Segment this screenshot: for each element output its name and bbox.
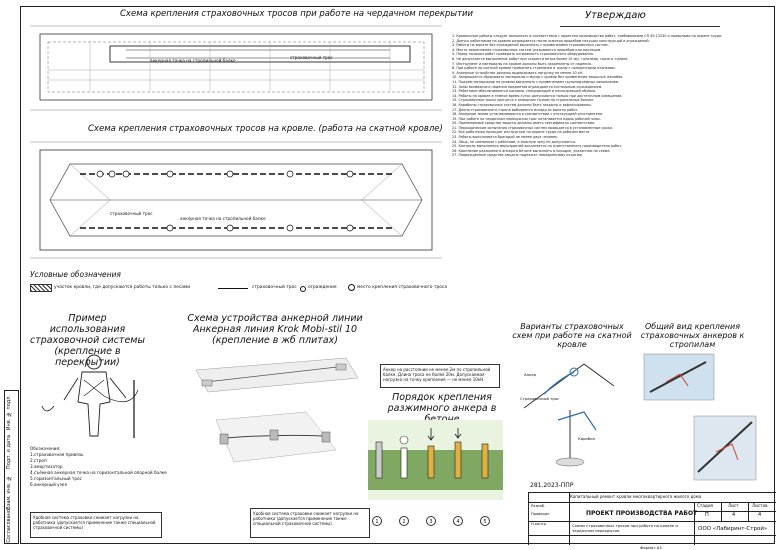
fence-symbol-icon: [300, 286, 306, 292]
stamp-stage-value: П: [705, 512, 709, 518]
note-line: 16. Карабины страховочных систем должны быть закрыты и зафиксированы.: [452, 102, 592, 107]
step-number: 4: [453, 516, 463, 526]
note-line: 20. Применяемые средства защиты должны иметь сертификаты соответствия.: [452, 121, 596, 126]
example-legend-line: 3.амортизатор: [30, 464, 63, 469]
roof-label-rope: страховочный трос: [110, 211, 153, 216]
note-line: 15. Страховочные тросы крепятся к анкерным точкам на стропильных балках.: [452, 98, 595, 103]
side-stamp-column: [4, 390, 19, 544]
example-legend-line: 5.горизонтальный трос: [30, 476, 82, 481]
note-line: 9. Анкерные устройства должны выдерживать нагрузку не менее 10 кН.: [452, 70, 584, 75]
step-number: 2: [399, 516, 409, 526]
example-title: Пример использования страховочной системы (крепление в перекрытии): [30, 313, 145, 368]
note-line: 2. Допуск работников на кровлю разрешается после осмотра прорабом несущих конструкций и ограждений.: [452, 38, 650, 43]
example-legend: [30, 446, 167, 488]
stamp-company: ООО «Лабиринт-Строй»: [698, 526, 768, 532]
stamp-sheets-label: Листов: [752, 503, 768, 508]
stamp-sheets-value: 4: [758, 512, 762, 518]
stamp-role: Проверил: [531, 512, 550, 516]
general-view-title: Общий вид крепления страховочных анкеров к стропилам: [640, 322, 745, 349]
stamp-document: ПРОЕКТ ПРОИЗВОДСТВА РАБОТ: [586, 510, 698, 517]
stamp-role: Н.контр.: [531, 522, 548, 526]
note-line: 17. Длина страховочного стропа выбирается исходя из высоты работ.: [452, 107, 579, 112]
note-line: 5. Перед началом работ проверить исправность страховочного оборудования.: [452, 52, 594, 57]
legend-item: ограждение: [308, 285, 337, 290]
example-legend-line: 2.строп: [30, 458, 47, 463]
note-line: 10. Запрещается сбрасывать материалы и мусор с кровли без применения закрытых желобов.: [452, 75, 624, 80]
note-line: 18. Анкерные линии устанавливаются в соответствии с инструкцией изготовителя.: [452, 112, 604, 117]
step-number: 5: [480, 516, 490, 526]
general-notes: [452, 34, 770, 158]
stamp-format: Формат А3: [640, 545, 662, 550]
note-line: 21. Периодические испытания страховочных систем проводятся в установленные сроки.: [452, 125, 613, 130]
side-label: Взам. инв. №: [6, 475, 12, 510]
note-line: 12. Зоны возможного падения предметов ограждаются сигнальным ограждением.: [452, 84, 603, 89]
example-legend-line: Обозначения:: [30, 446, 61, 451]
variant-label: Страховочный трос: [520, 396, 560, 401]
example-legend-line: 1.страховочная привязь: [30, 452, 84, 457]
roof-label-anchor: анкерная точка на стропильной балке: [180, 216, 266, 221]
attic-plan-drawing: [30, 20, 445, 118]
note-line: 13. Работники обеспечиваются касками, спецодеждой и нескользящей обувью.: [452, 89, 597, 94]
attic-scheme-title: Схема крепления страховочных тросов при работе на чердачном перекрытии: [120, 9, 474, 19]
example-legend-line: 6.анкерный узел: [30, 482, 68, 487]
stamp-drawing-name: Схемы страховочных тросов при работе на кровле и чердачном перекрытии: [572, 523, 678, 533]
install-note: Анкер на расстоянии не менее 2м по стропильной балке. Длина троса не более 20м. Допускаемая нагрузка на точку крепления — не менее 10кН.: [380, 364, 500, 388]
general-view-drawing: [636, 352, 760, 487]
note-line: 8. При работе на скатной кровле применять стремянки и трапы с поперечными планками.: [452, 66, 616, 71]
variants-title: Варианты страховочных схем при работе на скатной кровле: [512, 322, 632, 349]
anchor-note: Удобная система страховки снижает нагрузки на работника (допускается применение также специальной страховочной системы): [250, 508, 370, 538]
note-line: 1. Кровельные работы следует выполнять в соответствии с проектом производства работ, требованиями СП 49.13330 и правилами по охране труда.: [452, 34, 723, 38]
harness-worker-figure: [34, 350, 154, 442]
legend-item: участок кровли, где допускаются работы только с лесами: [54, 285, 191, 290]
legend-title: Условные обозначения: [30, 270, 121, 279]
note-line: 4. Места закрепления страховочных систем указываются прорабом или мастером.: [452, 47, 602, 52]
title-block: [528, 492, 776, 545]
stamp-sheet-value: 4: [732, 512, 736, 518]
legend-item: место крепления страховочного троса: [357, 285, 448, 290]
stamp-code-top: 281.2023-ППР: [530, 482, 574, 489]
note-line: 6. Не допускается выполнение работ при скорости ветра более 15 м/с, гололёде, грозе и тумане.: [452, 56, 629, 61]
step-number: 3: [426, 516, 436, 526]
anchor-install-steps: [368, 420, 503, 500]
side-label: Согласовано: [6, 509, 12, 543]
variant-label: Анкер: [524, 372, 537, 377]
attic-label-anchor: анкерная точка на стропильной балке: [150, 58, 236, 63]
variants-drawing: [514, 350, 626, 478]
install-title: Порядок крепления разжимного анкера в: [387, 392, 497, 414]
legend-item: страховочный трос: [252, 285, 297, 290]
note-line: 24. Лица, не связанные с работами, в опасную зону не допускаются.: [452, 139, 576, 144]
stamp-sheet-label: Лист: [728, 503, 739, 508]
note-line: 26. Крепление разжимного анкера в бетоне выполнять в порядке, указанном на схеме.: [452, 148, 611, 153]
approval-title: Утверждаю: [585, 10, 646, 21]
note-line: 14. Работы на кровле в тёмное время суток допускаются только при достаточном освещении.: [452, 93, 623, 98]
anchor-line-drawing: [186, 350, 366, 470]
note-line: 27. Повреждённые средства защиты подлежат немедленному изъятию.: [452, 153, 583, 158]
stamp-role: Разраб.: [531, 504, 546, 508]
step-number: 1: [372, 516, 382, 526]
note-line: 11. Подъём материалов на кровлю выполнять с применением грузоподъёмных механизмов.: [452, 79, 619, 84]
pitched-roof-drawing: [30, 136, 445, 266]
side-label: Подп. и дата: [6, 435, 12, 470]
stamp-project: Капитальный ремонт кровли многоквартирного жилого дома: [570, 494, 702, 499]
legend-hatch-swatch: [30, 284, 52, 292]
stamp-stage-label: Стадия: [697, 503, 714, 508]
note-line: 25. Контроль выполнения мероприятий возлагается на ответственного производителя работ.: [452, 144, 623, 149]
example-note: Удобная система страховки снижает нагрузки на работника (допускается применение также специальной страховочной системы): [30, 512, 162, 538]
approval-line: [560, 26, 720, 27]
side-label: Инв. № подл.: [6, 395, 12, 431]
anchor-symbol-icon: [348, 284, 355, 291]
note-line: 7. Инструмент и материалы на кровле должны быть закреплены от падения.: [452, 61, 592, 66]
anchor-line-title: Схема устройства анкерной линии Анкерная линия Krok Mobi-stil 10 (крепление в жб плитах): [187, 313, 363, 346]
note-line: 19. При работе на чердачном перекрытии трос натягивается вдоль рабочей зоны.: [452, 116, 601, 121]
pitched-scheme-title: Схема крепления страховочных тросов на кровле. (работа на скатной кровле): [88, 124, 443, 134]
example-legend-line: 4.съёмная анкерная точка на горизонтальной опорной балке: [30, 470, 167, 475]
attic-label-rope: страховочный трос: [290, 55, 333, 60]
note-line: 22. Все работники проходят инструктаж по охране труда на рабочем месте.: [452, 130, 591, 135]
legend-rope-swatch: [218, 288, 248, 289]
note-line: 3. Работы на высоте без ограждений выполнять с применением страховочных систем.: [452, 43, 609, 48]
variant-label: Карабин: [578, 436, 596, 441]
note-line: 23. Работы выполняются бригадой не менее двух человек.: [452, 135, 559, 140]
